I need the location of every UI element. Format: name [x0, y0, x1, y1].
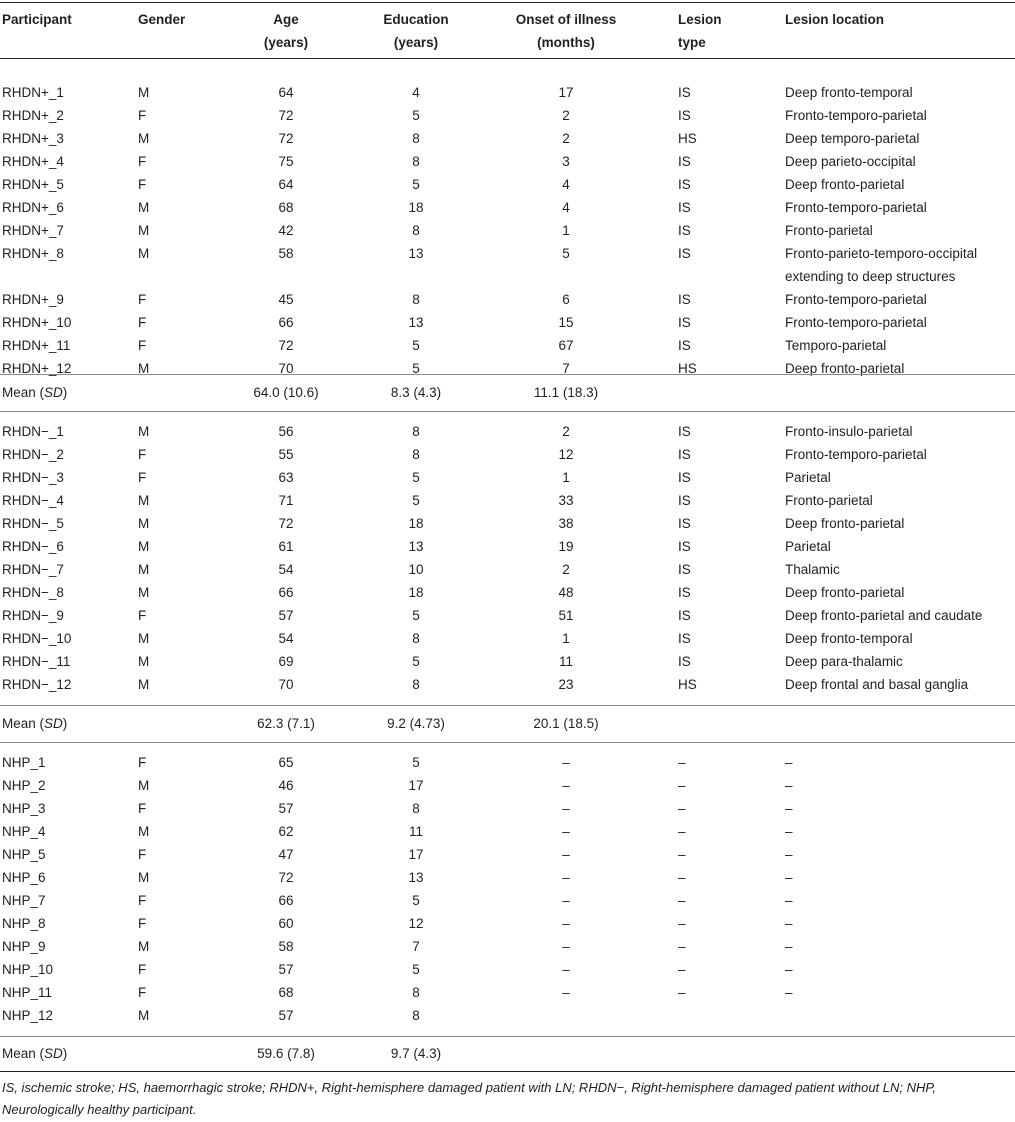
cell-lesion-type: IS [678, 292, 691, 307]
cell-education: 18 [408, 585, 424, 600]
cell-lesion-location: Fronto-temporo-parietal [785, 108, 927, 123]
cell-onset: – [562, 962, 570, 977]
cell-onset: 1 [562, 631, 570, 646]
cell-gender: M [138, 870, 150, 885]
cell-education: 5 [412, 962, 420, 977]
cell-gender: M [138, 562, 150, 577]
mean-label-suffix: ) [62, 1046, 68, 1061]
cell-participant: NHP_11 [2, 985, 53, 1000]
cell-lesion-location: Deep frontal and basal ganglia [785, 677, 969, 692]
cell-lesion-type: IS [678, 200, 691, 215]
cell-age: 70 [278, 677, 294, 692]
header-education-line2: (years) [393, 35, 439, 50]
cell-age: 68 [278, 200, 294, 215]
cell-education: 17 [408, 847, 424, 862]
cell-lesion-location: Deep parieto-occipital [785, 154, 916, 169]
cell-education: 8 [412, 1008, 420, 1023]
cell-lesion-location: – [785, 985, 793, 1000]
header-gender: Gender [138, 12, 186, 27]
cell-onset: 33 [558, 493, 574, 508]
cell-onset: – [562, 778, 570, 793]
cell-onset: 4 [562, 177, 570, 192]
cell-education: 5 [412, 470, 420, 485]
mean-label-suffix: ) [62, 716, 68, 731]
cell-gender: F [138, 108, 147, 123]
cell-lesion-type: IS [678, 85, 691, 100]
cell-lesion-type: – [678, 824, 686, 839]
cell-education: 18 [408, 200, 424, 215]
cell-age: 66 [278, 585, 294, 600]
cell-lesion-type: IS [678, 631, 691, 646]
cell-gender: M [138, 516, 150, 531]
cell-education: 18 [408, 516, 424, 531]
cell-onset: 11 [558, 654, 574, 669]
cell-age: 58 [278, 939, 294, 954]
mean-onset: 11.1 (18.3) [533, 385, 599, 400]
cell-participant: RHDN+_5 [2, 177, 64, 192]
cell-lesion-type: – [678, 847, 686, 862]
cell-gender: M [138, 539, 150, 554]
cell-participant: NHP_3 [2, 801, 46, 816]
cell-age: 61 [278, 539, 294, 554]
header-rule [0, 58, 1015, 59]
cell-participant: RHDN−_3 [2, 470, 64, 485]
cell-onset: 19 [558, 539, 574, 554]
cell-lesion-type: IS [678, 108, 691, 123]
cell-lesion-location: – [785, 939, 793, 954]
cell-age: 47 [278, 847, 294, 862]
cell-onset: – [562, 847, 570, 862]
cell-lesion-location: Fronto-temporo-parietal [785, 315, 927, 330]
cell-onset: 1 [562, 470, 570, 485]
cell-education: 10 [408, 562, 424, 577]
header-education [383, 8, 448, 54]
cell-lesion-location: Parietal [785, 539, 831, 554]
cell-education: 8 [412, 801, 420, 816]
cell-participant: RHDN+_3 [2, 131, 64, 146]
cell-participant: RHDN+_1 [2, 85, 64, 100]
cell-lesion-type: IS [678, 447, 691, 462]
cell-education: 11 [408, 824, 424, 839]
cell-onset: 2 [562, 424, 570, 439]
cell-lesion-location: Deep temporo-parietal [785, 131, 920, 146]
cell-onset: 17 [558, 85, 574, 100]
cell-lesion-type: HS [678, 677, 697, 692]
cell-lesion-location: Fronto-insulo-parietal [785, 424, 913, 439]
cell-lesion-type: – [678, 939, 686, 954]
cell-participant: NHP_7 [2, 893, 46, 908]
cell-gender: F [138, 801, 147, 816]
cell-gender: M [138, 85, 150, 100]
cell-age: 70 [278, 361, 294, 376]
cell-lesion-type: IS [678, 154, 691, 169]
cell-lesion-type: IS [678, 493, 691, 508]
mean-age: 59.6 (7.8) [257, 1046, 315, 1061]
cell-age: 71 [278, 493, 294, 508]
cell-onset: – [562, 893, 570, 908]
cell-age: 75 [278, 154, 294, 169]
cell-age: 42 [278, 223, 294, 238]
cell-lesion-type: IS [678, 315, 691, 330]
cell-education: 5 [412, 338, 420, 353]
cell-lesion-type: IS [678, 562, 691, 577]
cell-age: 65 [278, 755, 294, 770]
cell-lesion-location: Fronto-temporo-parietal [785, 200, 927, 215]
cell-participant: RHDN−_4 [2, 493, 64, 508]
cell-age: 54 [278, 631, 294, 646]
cell-onset: 3 [562, 154, 570, 169]
cell-participant: RHDN−_10 [2, 631, 72, 646]
cell-education: 8 [412, 447, 420, 462]
mean-label [2, 1042, 67, 1065]
cell-onset: 15 [558, 315, 574, 330]
cell-gender: M [138, 631, 150, 646]
mean-label-sd: SD [44, 716, 63, 731]
cell-participant: RHDN−_7 [2, 562, 64, 577]
cell-age: 64 [278, 85, 294, 100]
cell-education: 5 [412, 177, 420, 192]
cell-onset: 1 [562, 223, 570, 238]
cell-participant: RHDN+_9 [2, 292, 64, 307]
cell-onset: 7 [562, 361, 570, 376]
cell-age: 72 [278, 338, 294, 353]
cell-participant: NHP_6 [2, 870, 46, 885]
cell-lesion-type: – [678, 916, 686, 931]
cell-participant: RHDN−_11 [2, 654, 71, 669]
cell-lesion-type: IS [678, 470, 691, 485]
table-top-rule [0, 2, 1015, 3]
header-age-line2: (years) [263, 35, 309, 50]
cell-age: 57 [278, 1008, 294, 1023]
cell-gender: M [138, 778, 150, 793]
cell-lesion-location: Deep fronto-parietal [785, 516, 905, 531]
cell-participant: RHDN−_9 [2, 608, 64, 623]
rhdn-neg-divider [0, 705, 1015, 706]
cell-onset: – [562, 755, 570, 770]
cell-participant: NHP_4 [2, 824, 46, 839]
mean-label [2, 712, 67, 735]
cell-onset: 38 [558, 516, 574, 531]
cell-participant: RHDN−_1 [2, 424, 64, 439]
cell-age: 64 [278, 177, 294, 192]
cell-lesion-type: – [678, 755, 686, 770]
cell-gender: F [138, 470, 147, 485]
cell-onset: 5 [562, 246, 570, 261]
mean-age: 62.3 (7.1) [257, 716, 315, 731]
cell-participant: RHDN−_8 [2, 585, 64, 600]
cell-age: 57 [278, 801, 294, 816]
cell-age: 62 [278, 824, 294, 839]
cell-participant: RHDN−_12 [2, 677, 72, 692]
cell-lesion-type: IS [678, 539, 691, 554]
mean-label-prefix: Mean ( [2, 1046, 45, 1061]
cell-gender: F [138, 893, 147, 908]
cell-lesion-location: – [785, 778, 793, 793]
cell-lesion-location-cont: extending to deep structures [785, 269, 956, 284]
cell-onset: 51 [558, 608, 574, 623]
cell-participant: RHDN−_2 [2, 447, 64, 462]
cell-gender: M [138, 585, 150, 600]
mean-label-sd: SD [44, 1046, 63, 1061]
cell-onset: – [562, 824, 570, 839]
mean-label-sd: SD [44, 385, 63, 400]
cell-lesion-location: Fronto-parietal [785, 223, 873, 238]
cell-participant: NHP_1 [2, 755, 46, 770]
cell-participant: RHDN+_7 [2, 223, 64, 238]
cell-participant: NHP_10 [2, 962, 54, 977]
header-participant: Participant [2, 12, 72, 27]
mean-label-prefix: Mean ( [2, 385, 45, 400]
cell-age: 60 [278, 916, 294, 931]
cell-participant: NHP_5 [2, 847, 46, 862]
cell-gender: M [138, 223, 150, 238]
cell-onset: 4 [562, 200, 570, 215]
cell-lesion-type: IS [678, 585, 691, 600]
cell-onset: – [562, 870, 570, 885]
cell-lesion-type: IS [678, 608, 691, 623]
header-onset [516, 8, 617, 54]
cell-gender: M [138, 424, 150, 439]
cell-education: 5 [412, 361, 420, 376]
cell-lesion-type: – [678, 778, 686, 793]
cell-education: 13 [408, 246, 424, 261]
cell-onset: 23 [558, 677, 574, 692]
cell-education: 13 [408, 870, 424, 885]
cell-gender: F [138, 315, 147, 330]
mean-age: 64.0 (10.6) [253, 385, 319, 400]
cell-age: 72 [278, 131, 294, 146]
cell-gender: M [138, 131, 150, 146]
cell-lesion-location: – [785, 755, 793, 770]
cell-participant: RHDN+_8 [2, 246, 64, 261]
cell-age: 46 [278, 778, 294, 793]
rhdn-pos-divider [0, 374, 1015, 375]
header-lesion-type [678, 8, 722, 54]
cell-lesion-type: – [678, 962, 686, 977]
cell-age: 72 [278, 108, 294, 123]
table-bottom-rule [0, 1071, 1015, 1072]
cell-education: 4 [412, 85, 420, 100]
cell-participant: RHDN+_2 [2, 108, 64, 123]
cell-gender: M [138, 1008, 150, 1023]
cell-lesion-type: – [678, 985, 686, 1000]
cell-participant: RHDN+_4 [2, 154, 64, 169]
cell-lesion-location: Temporo-parietal [785, 338, 887, 353]
mean-education: 9.7 (4.3) [390, 1046, 442, 1061]
cell-lesion-location: – [785, 962, 793, 977]
cell-age: 72 [278, 870, 294, 885]
cell-age: 72 [278, 516, 294, 531]
cell-lesion-type: – [678, 870, 686, 885]
header-education-line1: Education [383, 12, 449, 27]
cell-participant: NHP_8 [2, 916, 46, 931]
cell-lesion-type: IS [678, 338, 691, 353]
cell-gender: F [138, 755, 147, 770]
cell-lesion-type: HS [678, 361, 697, 376]
cell-education: 8 [412, 985, 420, 1000]
cell-education: 5 [412, 493, 420, 508]
cell-onset: 2 [562, 108, 570, 123]
header-onset-line2: (months) [537, 35, 595, 50]
cell-age: 54 [278, 562, 294, 577]
cell-lesion-type: – [678, 893, 686, 908]
cell-gender: M [138, 677, 150, 692]
cell-gender: M [138, 939, 150, 954]
cell-education: 5 [412, 755, 420, 770]
cell-lesion-location: Deep fronto-parietal [785, 585, 905, 600]
cell-onset: 2 [562, 562, 570, 577]
cell-lesion-type: IS [678, 424, 691, 439]
header-age [264, 8, 308, 54]
table-footnote: IS, ischemic stroke; HS, haemorrhagic stroke; RHDN+, Right-hemisphere damaged patient with LN; RHDN−, Right-hemisphere damaged patient without LN; NHP, Neurologically healthy participant. [2, 1080, 937, 1117]
cell-education: 8 [412, 154, 420, 169]
cell-lesion-location: Fronto-temporo-parietal [785, 447, 927, 462]
cell-age: 66 [278, 315, 294, 330]
cell-age: 63 [278, 470, 294, 485]
cell-lesion-type: IS [678, 223, 691, 238]
cell-onset: – [562, 939, 570, 954]
header-lesion-type-line1: Lesion [678, 12, 722, 27]
cell-age: 57 [278, 962, 294, 977]
cell-gender: M [138, 824, 150, 839]
cell-age: 66 [278, 893, 294, 908]
mean-label-suffix: ) [62, 385, 68, 400]
cell-lesion-location: – [785, 893, 793, 908]
cell-age: 69 [278, 654, 294, 669]
cell-participant: RHDN+_10 [2, 315, 72, 330]
cell-gender: F [138, 608, 147, 623]
cell-lesion-location: Deep fronto-parietal and caudate [785, 608, 983, 623]
cell-age: 68 [278, 985, 294, 1000]
cell-education: 13 [408, 315, 424, 330]
cell-education: 8 [412, 292, 420, 307]
cell-participant: NHP_9 [2, 939, 46, 954]
cell-lesion-type: IS [678, 654, 691, 669]
cell-gender: F [138, 177, 147, 192]
header-lesion-type-line2: type [678, 35, 706, 50]
cell-onset: 12 [558, 447, 574, 462]
mean-onset: 20.1 (18.5) [533, 716, 599, 731]
cell-lesion-type: IS [678, 246, 691, 261]
cell-gender: F [138, 962, 147, 977]
cell-age: 45 [278, 292, 294, 307]
cell-lesion-location: – [785, 801, 793, 816]
cell-onset: 48 [558, 585, 574, 600]
cell-gender: F [138, 847, 147, 862]
cell-participant: NHP_2 [2, 778, 46, 793]
cell-lesion-location: Deep fronto-parietal [785, 361, 905, 376]
cell-gender: M [138, 361, 150, 376]
cell-education: 12 [408, 916, 424, 931]
cell-participant: NHP_12 [2, 1008, 54, 1023]
cell-education: 8 [412, 631, 420, 646]
cell-lesion-location: – [785, 824, 793, 839]
cell-lesion-location: Fronto-parietal [785, 493, 873, 508]
cell-education: 7 [412, 939, 420, 954]
cell-age: 55 [278, 447, 294, 462]
rhdn-pos-mean-divider [0, 411, 1015, 412]
cell-education: 17 [408, 778, 424, 793]
cell-gender: F [138, 338, 147, 353]
header-onset-line1: Onset of illness [515, 12, 617, 27]
cell-lesion-location: – [785, 847, 793, 862]
cell-participant: RHDN−_5 [2, 516, 64, 531]
cell-onset: 2 [562, 131, 570, 146]
cell-onset: – [562, 801, 570, 816]
rhdn-neg-mean-divider [0, 742, 1015, 743]
cell-gender: M [138, 200, 150, 215]
cell-education: 8 [412, 223, 420, 238]
cell-lesion-location: Deep fronto-parietal [785, 177, 905, 192]
cell-gender: F [138, 447, 147, 462]
cell-onset: 6 [562, 292, 570, 307]
cell-gender: M [138, 654, 150, 669]
cell-participant: RHDN+_6 [2, 200, 64, 215]
cell-gender: F [138, 154, 147, 169]
mean-education: 9.2 (4.73) [387, 716, 445, 731]
cell-lesion-type: IS [678, 177, 691, 192]
cell-age: 58 [278, 246, 294, 261]
cell-education: 5 [412, 108, 420, 123]
cell-lesion-location: – [785, 916, 793, 931]
cell-lesion-type: HS [678, 131, 697, 146]
cell-age: 57 [278, 608, 294, 623]
cell-lesion-location: Thalamic [785, 562, 840, 577]
cell-education: 8 [412, 424, 420, 439]
mean-label [2, 381, 67, 404]
cell-education: 5 [412, 608, 420, 623]
cell-participant: RHDN+_11 [2, 338, 71, 353]
cell-lesion-location: Parietal [785, 470, 831, 485]
cell-education: 5 [412, 893, 420, 908]
cell-education: 8 [412, 131, 420, 146]
header-lesion-location: Lesion location [785, 12, 885, 27]
cell-lesion-location: – [785, 870, 793, 885]
cell-gender: F [138, 985, 147, 1000]
cell-lesion-location: Deep fronto-temporal [785, 85, 913, 100]
cell-onset: 67 [558, 338, 574, 353]
cell-lesion-location: Deep fronto-temporal [785, 631, 913, 646]
cell-education: 5 [412, 654, 420, 669]
cell-participant: RHDN−_6 [2, 539, 64, 554]
cell-lesion-type: – [678, 801, 686, 816]
cell-gender: M [138, 246, 150, 261]
cell-lesion-location: Fronto-temporo-parietal [785, 292, 927, 307]
header-age-line1: Age [273, 12, 299, 27]
cell-gender: F [138, 292, 147, 307]
cell-age: 56 [278, 424, 294, 439]
cell-education: 13 [408, 539, 424, 554]
cell-participant: RHDN+_12 [2, 361, 72, 376]
mean-label-prefix: Mean ( [2, 716, 45, 731]
cell-lesion-type: IS [678, 516, 691, 531]
cell-gender: M [138, 493, 150, 508]
nhp-divider [0, 1036, 1015, 1037]
cell-onset: – [562, 985, 570, 1000]
cell-lesion-location: Deep para-thalamic [785, 654, 903, 669]
cell-onset: – [562, 916, 570, 931]
mean-education: 8.3 (4.3) [390, 385, 442, 400]
cell-gender: F [138, 916, 147, 931]
cell-lesion-location: Fronto-parieto-temporo-occipital [785, 246, 978, 261]
cell-education: 8 [412, 677, 420, 692]
